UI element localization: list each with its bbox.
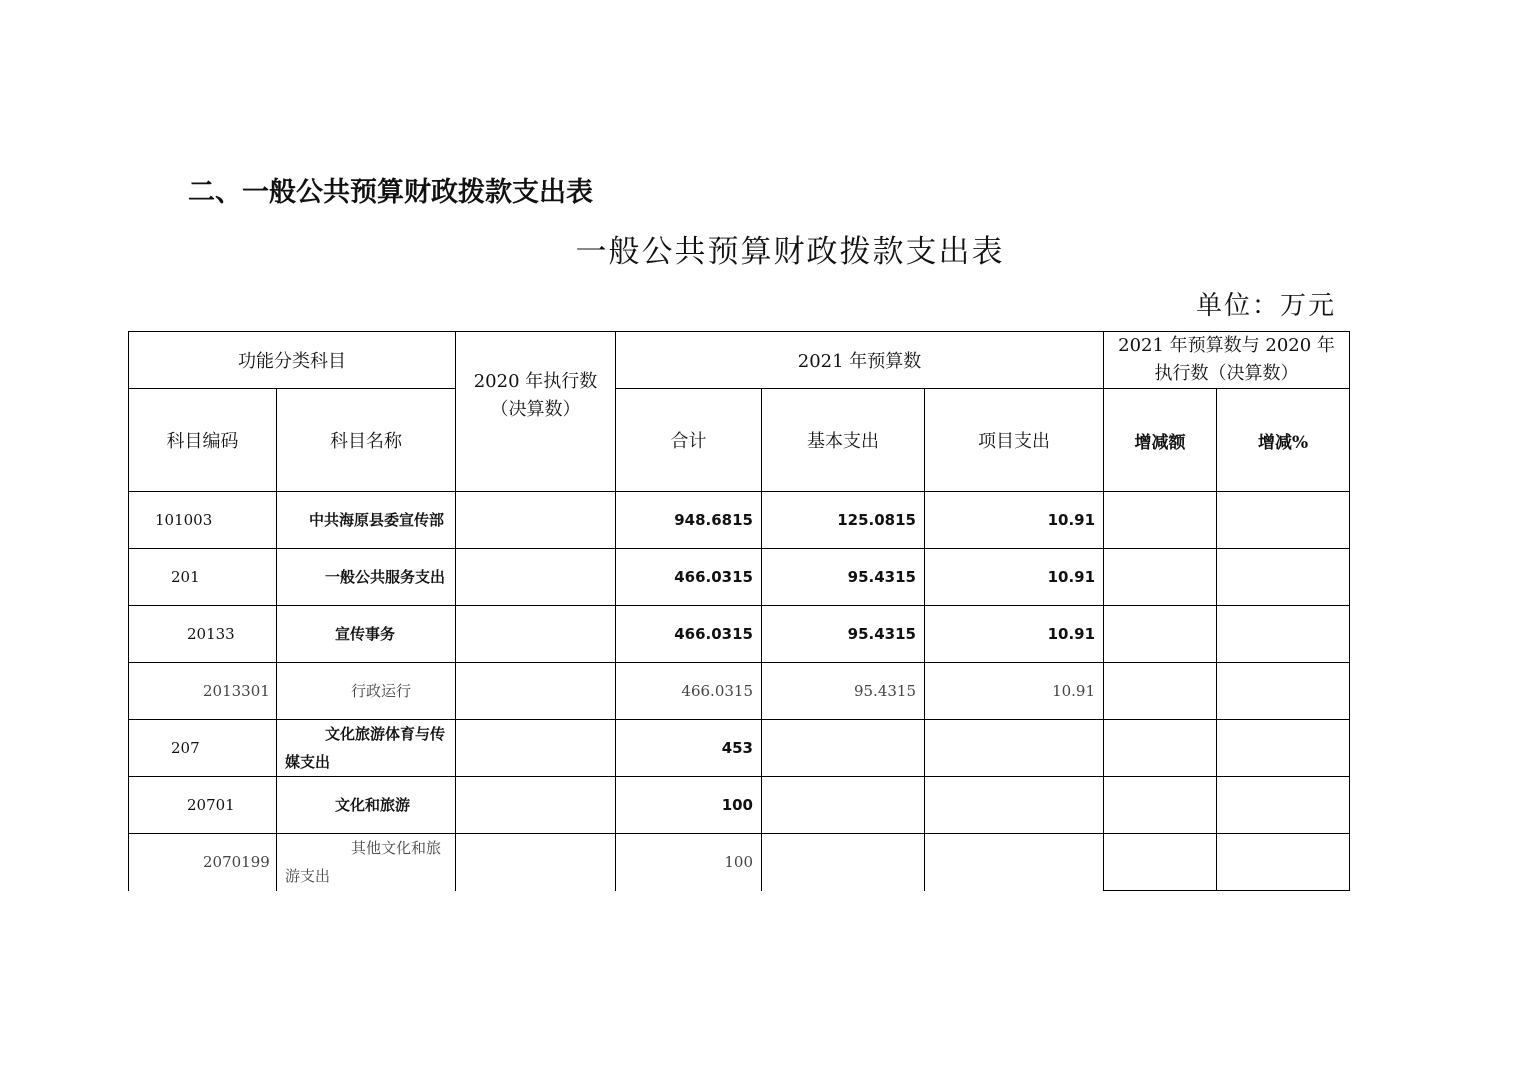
table-title: 一般公共预算财政拨款支出表 <box>575 234 1005 270</box>
header-compare: 2021 年预算数与 2020 年执行数（决算数） <box>1104 332 1350 389</box>
row-total: 466.0315 <box>616 663 762 720</box>
header-name: 科目名称 <box>277 389 456 492</box>
row-basic: 95.4315 <box>762 606 925 663</box>
header-exec-2020-label: 2020 年执行数（决算数） <box>473 371 598 420</box>
header-project: 项目支出 <box>925 389 1104 492</box>
row-exec-2020 <box>456 777 616 834</box>
row-basic <box>762 834 925 891</box>
header-change-pct: 增减% <box>1217 389 1350 492</box>
row-exec-2020 <box>456 492 616 549</box>
header-basic: 基本支出 <box>762 389 925 492</box>
row-code: 207 <box>129 720 277 777</box>
table-row <box>129 663 1350 720</box>
table-row <box>129 606 1350 663</box>
header-row-1 <box>129 332 1350 389</box>
row-change-amount <box>1104 834 1217 891</box>
row-change-pct <box>1217 606 1350 663</box>
row-change-amount <box>1104 663 1217 720</box>
row-change-amount <box>1104 777 1217 834</box>
table-row <box>129 492 1350 549</box>
row-name: 文化旅游体育与传媒支出 <box>277 720 456 777</box>
row-exec-2020 <box>456 549 616 606</box>
row-name: 宣传事务 <box>277 606 456 663</box>
row-code: 2070199 <box>129 834 277 891</box>
header-code: 科目编码 <box>129 389 277 492</box>
row-change-pct <box>1217 777 1350 834</box>
row-change-amount <box>1104 549 1217 606</box>
row-total: 466.0315 <box>616 606 762 663</box>
table-row <box>129 777 1350 834</box>
row-exec-2020 <box>456 720 616 777</box>
row-total: 948.6815 <box>616 492 762 549</box>
row-basic: 125.0815 <box>762 492 925 549</box>
row-change-pct <box>1217 663 1350 720</box>
row-change-amount <box>1104 606 1217 663</box>
header-func-category: 功能分类科目 <box>129 332 456 389</box>
row-total: 100 <box>616 777 762 834</box>
header-exec-2020 <box>456 332 616 492</box>
table-row <box>129 720 1350 777</box>
row-name: 文化和旅游 <box>277 777 456 834</box>
table-row <box>129 549 1350 606</box>
row-project: 10.91 <box>925 663 1104 720</box>
header-change-amount: 增减额 <box>1104 389 1217 492</box>
row-code: 101003 <box>129 492 277 549</box>
row-code: 20701 <box>129 777 277 834</box>
row-change-pct <box>1217 720 1350 777</box>
row-project: 10.91 <box>925 549 1104 606</box>
row-exec-2020 <box>456 606 616 663</box>
row-change-pct <box>1217 549 1350 606</box>
row-project <box>925 777 1104 834</box>
row-change-pct <box>1217 834 1350 891</box>
row-name: 一般公共服务支出 <box>277 549 456 606</box>
row-exec-2020 <box>456 663 616 720</box>
table-row <box>129 834 1350 891</box>
row-code: 2013301 <box>129 663 277 720</box>
expenditure-table <box>128 331 1350 891</box>
row-project <box>925 834 1104 891</box>
row-total: 453 <box>616 720 762 777</box>
row-total: 100 <box>616 834 762 891</box>
row-exec-2020 <box>456 834 616 891</box>
row-change-amount <box>1104 492 1217 549</box>
row-project <box>925 720 1104 777</box>
row-basic <box>762 777 925 834</box>
section-heading: 二、一般公共预算财政拨款支出表 <box>188 177 593 208</box>
row-basic: 95.4315 <box>762 663 925 720</box>
row-project: 10.91 <box>925 606 1104 663</box>
row-name: 其他文化和旅游支出 <box>277 834 456 891</box>
row-total: 466.0315 <box>616 549 762 606</box>
row-name: 中共海原县委宣传部 <box>277 492 456 549</box>
unit-label: 单位：万元 <box>1195 291 1336 321</box>
row-code: 201 <box>129 549 277 606</box>
row-change-pct <box>1217 492 1350 549</box>
row-project: 10.91 <box>925 492 1104 549</box>
row-basic <box>762 720 925 777</box>
row-change-amount <box>1104 720 1217 777</box>
row-code: 20133 <box>129 606 277 663</box>
row-name: 行政运行 <box>277 663 456 720</box>
header-total: 合计 <box>616 389 762 492</box>
header-budget-2021: 2021 年预算数 <box>616 332 1104 389</box>
header-row-2 <box>129 389 1350 492</box>
row-basic: 95.4315 <box>762 549 925 606</box>
